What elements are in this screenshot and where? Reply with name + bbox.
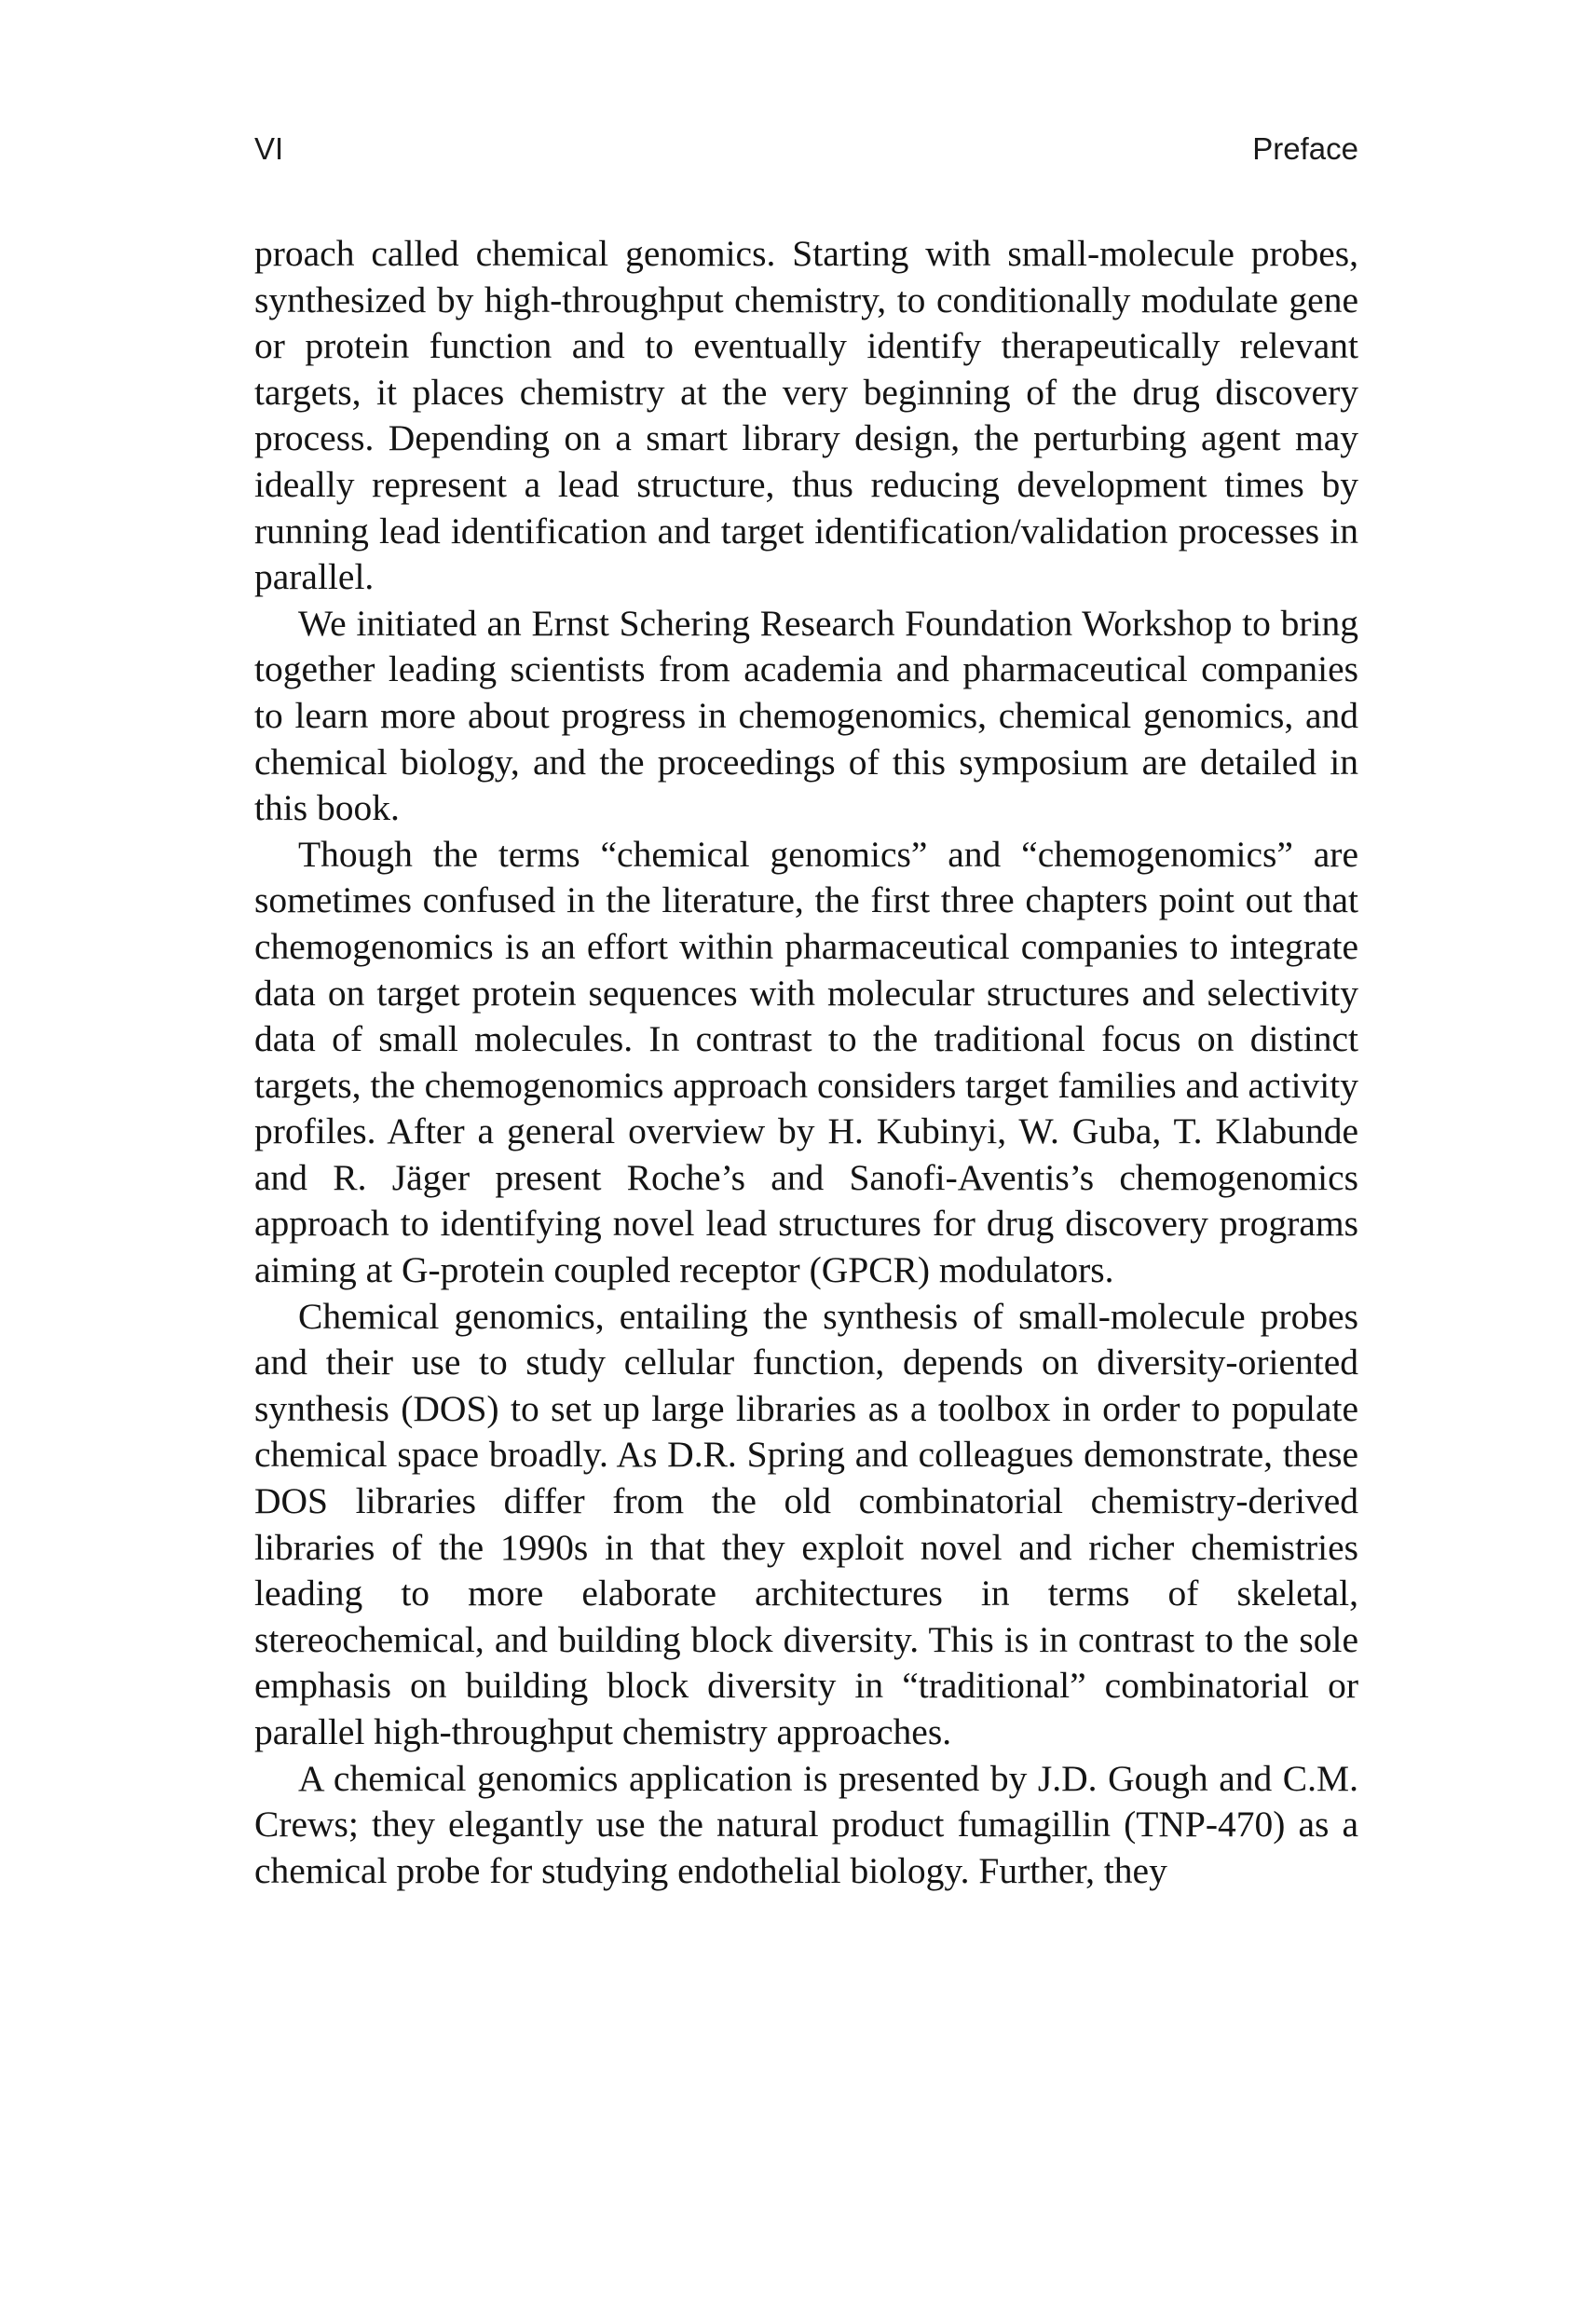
paragraph-workshop: We initiated an Ernst Schering Research Foundation Workshop to bring together leading scientists from academia and pharmaceutical companies to learn more about progress in chemogenomics, chemical genomics, and chemical biology, and the proceedings of this symposium are detailed in this book. [254, 602, 1358, 829]
paragraph-chemogenomics: Though the terms “chemical genomics” and “chemogenomics” are sometimes confused in the literature, the first three chapters point out that chemogenomics is an effort within pharmaceutical companies to integrate data on target protein sequences with molecular structures and selectivity data of small molecules. In contrast to the traditional focus on distinct targets, the chemogenomics approach considers target families and activity profiles. After a general overview by H. Kubinyi, W. Guba, T. Klabunde and R. Jäger present Roche’s and Sanofi-Aventis’s chemogenomics approach to identifying novel lead structures for drug discovery programs aiming at G-protein coupled receptor (GPCR) modulators. [254, 833, 1358, 1291]
running-head [254, 130, 1358, 168]
page-number: VI [254, 131, 284, 166]
paragraph-application: A chemical genomics application is presented by J.D. Gough and C.M. Crews; they elegantly use the natural product fumagillin (TNP-470) as a chemical probe for studying endothelial biology. Further, they [254, 1757, 1358, 1891]
body-text [254, 231, 1358, 1894]
paragraph-continued: proach called chemical genomics. Starting with small-molecule probes, synthesized by high-throughput chemistry, to conditionally modulate gene or protein function and to eventually identify therapeutically relevant targets, it places chemistry at the very beginning of the drug discovery process. Depending on a smart library design, the perturbing agent may ideally represent a lead structure, thus reducing development times by running lead identification and target identification/validation processes in parallel. [254, 233, 1358, 598]
paragraph-chemical-genomics: Chemical genomics, entailing the synthesis of small-molecule probes and their use to study cellular function, depends on diversity-oriented synthesis (DOS) to set up large libraries as a toolbox in order to populate chemical space broadly. As D.R. Spring and colleagues demonstrate, these DOS libraries differ from the old combinatorial chemistry-derived libraries of the 1990s in that they exploit novel and richer chemistries leading to more elaborate architectures in terms of skeletal, stereochemical, and building block diversity. This is in contrast to the sole emphasis on building block diversity in “traditional” combinatorial or parallel high-throughput chemistry approaches. [254, 1295, 1358, 1752]
section-title: Preface [1252, 131, 1358, 166]
